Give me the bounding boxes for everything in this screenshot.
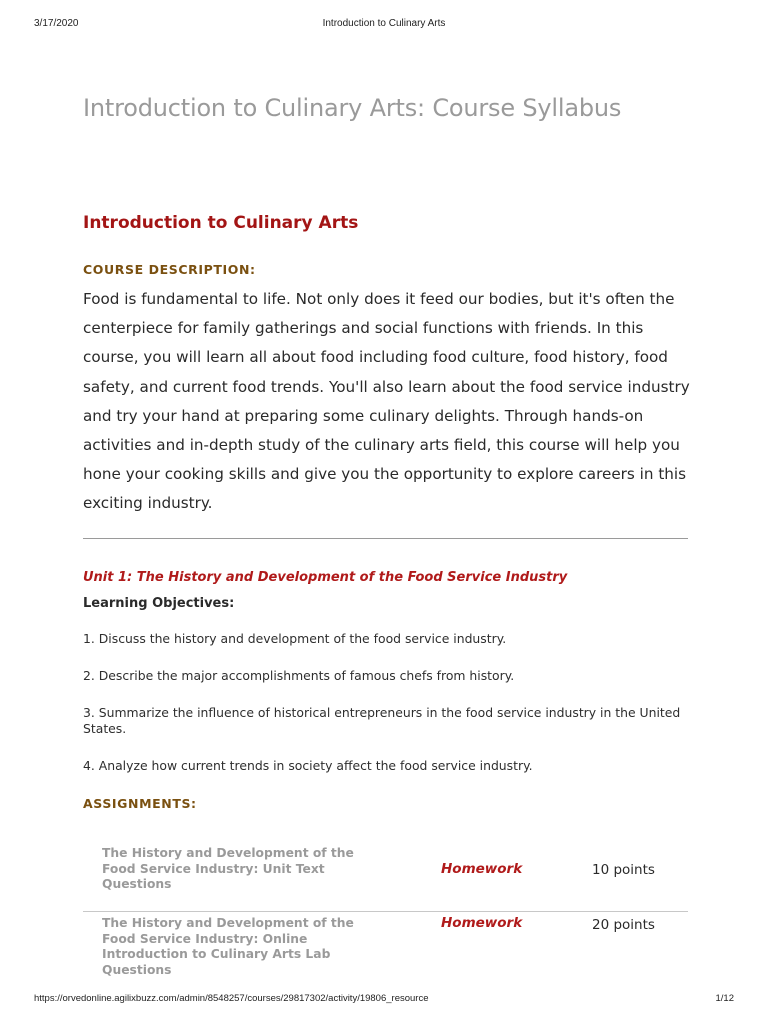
assignment-type: Homework bbox=[441, 861, 523, 877]
assignment-name-link[interactable]: The History and Development of the Food Service Industry: Online Introduction to Culinary Arts Lab Questions bbox=[102, 916, 354, 977]
assignment-points: 20 points bbox=[592, 917, 655, 933]
print-footer-url: https://orvedonline.agilixbuzz.com/admin/8548257/courses/29817302/activity/19806_resource bbox=[34, 993, 429, 1004]
print-footer bbox=[34, 993, 734, 1007]
course-heading: Introduction to Culinary Arts bbox=[83, 213, 359, 233]
learning-objective: 2. Describe the major accomplishments of famous chefs from history. bbox=[83, 668, 515, 683]
learning-objective: 1. Discuss the history and development of the food service industry. bbox=[83, 631, 507, 646]
assignment-row bbox=[83, 836, 688, 977]
print-header-title: Introduction to Culinary Arts bbox=[322, 18, 446, 29]
page-number: 1/12 bbox=[715, 993, 734, 1004]
assignment-points: 10 points bbox=[592, 862, 655, 878]
learning-objectives-label: Learning Objectives: bbox=[83, 596, 235, 611]
print-date: 3/17/2020 bbox=[34, 18, 79, 29]
learning-objective: 4. Analyze how current trends in society affect the food service industry. bbox=[83, 758, 533, 773]
section-divider bbox=[83, 538, 688, 539]
unit-title: Unit 1: The History and Development of the Food Service Industry bbox=[83, 570, 568, 585]
course-description: Food is fundamental to life. Not only does it feed our bodies, but it's often the centerpiece for family gatherings and social functions with friends. In this course, you will learn all about food including food culture, food history, food safety, and current food trends. You'll also learn about the food service industry and try your hand at preparing some culinary delights. Through hands-on activities and in-depth study of the culinary arts field, this course will help you hone your cooking skills and give you the opportunity to explore careers in this exciting industry. bbox=[83, 290, 690, 513]
learning-objective: 3. Summarize the influence of historical entrepreneurs in the food service industry in the United States. bbox=[83, 705, 681, 736]
assignment-type: Homework bbox=[441, 915, 523, 931]
assignments-label: ASSIGNMENTS: bbox=[83, 796, 197, 811]
course-description-label: COURSE DESCRIPTION: bbox=[83, 262, 256, 277]
assignment-name-link[interactable]: The History and Development of the Food Service Industry: Unit Text Questions bbox=[102, 846, 354, 891]
page-title: Introduction to Culinary Arts: Course Syllabus bbox=[83, 94, 622, 122]
print-header bbox=[34, 18, 734, 32]
learning-objectives-list bbox=[83, 631, 693, 795]
assignments-table-continued bbox=[83, 836, 688, 977]
